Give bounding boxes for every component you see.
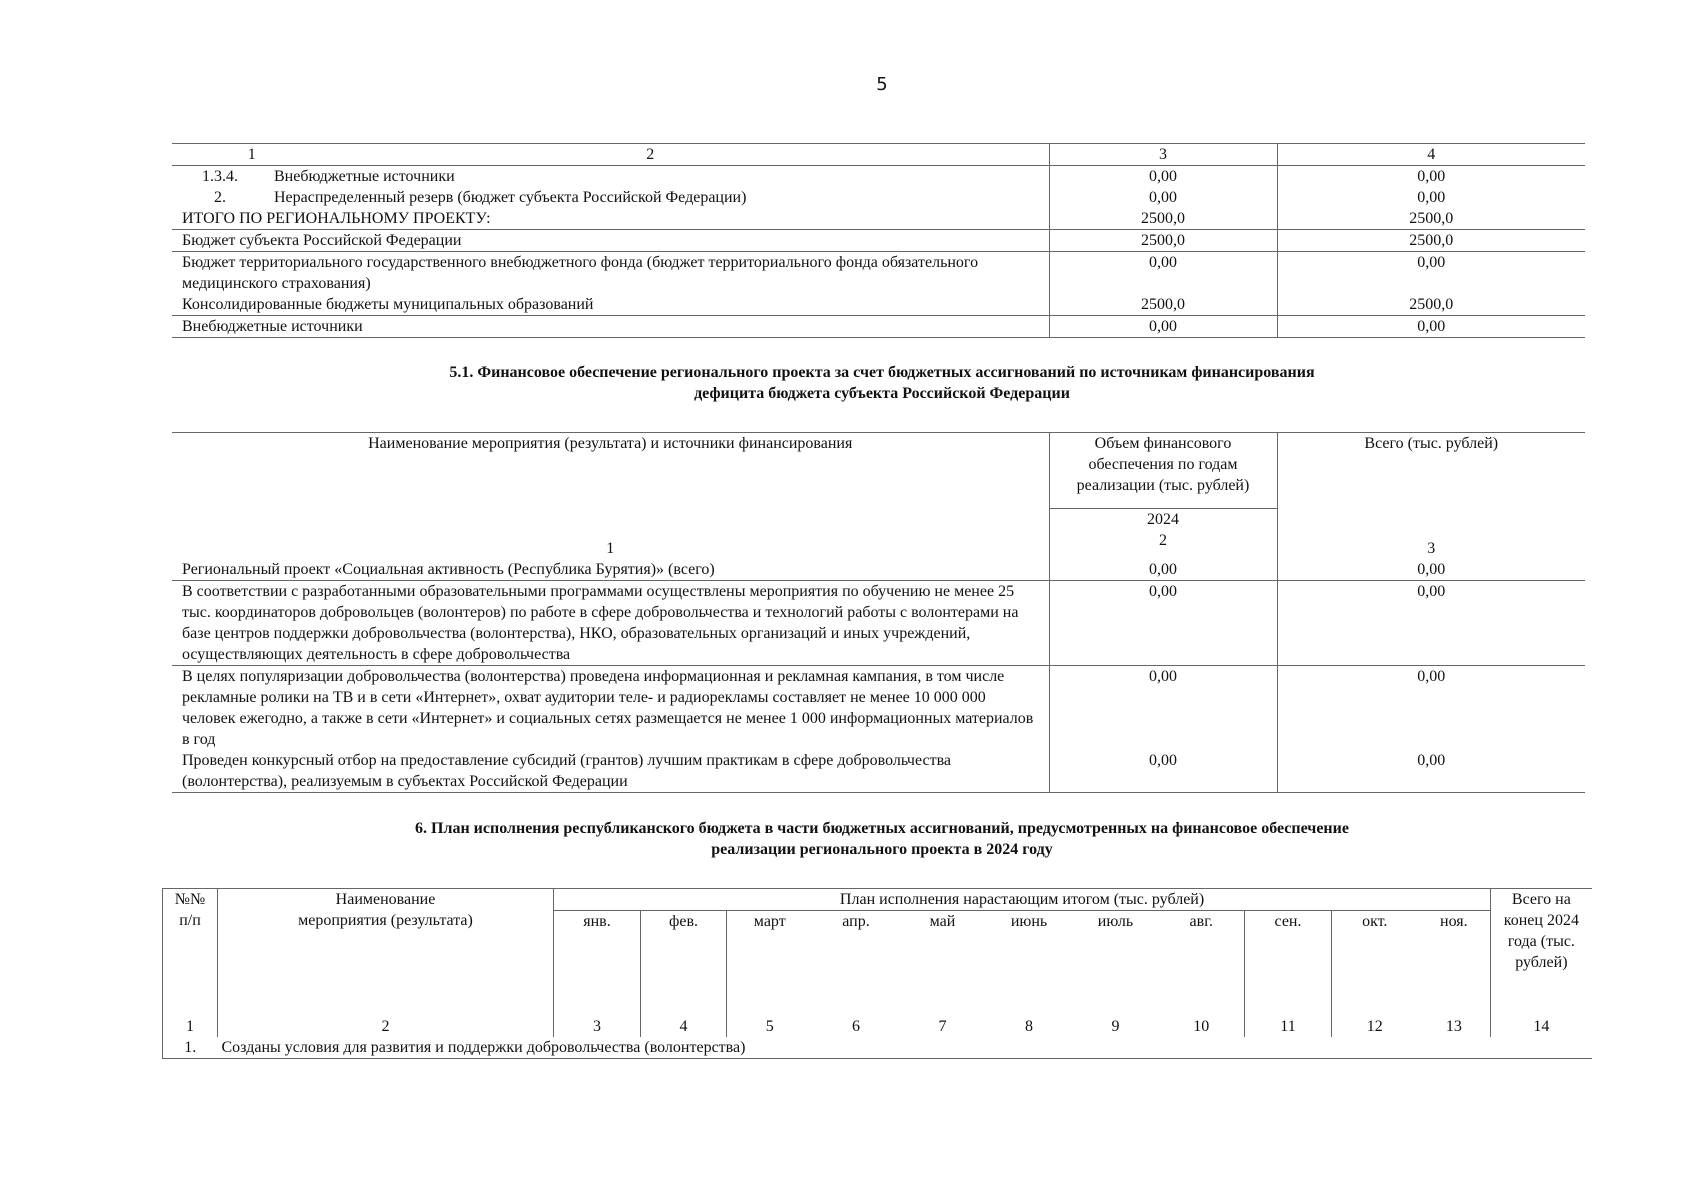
table-row — [172, 294, 1585, 316]
page-number: 5 — [876, 74, 888, 95]
column-number: 3 — [1427, 540, 1436, 557]
cell-value: 0,00 — [1049, 750, 1277, 793]
cell-value: 0,00 — [1049, 252, 1277, 295]
month-header: июль — [1097, 913, 1134, 930]
column-number: 1 — [606, 540, 615, 557]
cell-value: 0,00 — [1049, 666, 1277, 751]
row-label: В соответствии с разработанными образовательными программами осуществлены мероприятия по обучению не менее 25 тыс. координаторов добровольцев (волонтеров) по работе в сфере добровольчества и технологий работы с волонтерами на базе центров поддержки добровольчества (волонтерства), НКО, образовательных организаций и иных учреждений, осуществляющих деятельность в сфере добровольчества — [172, 581, 1049, 666]
row-code: 1.3.4. — [202, 168, 238, 185]
column-number: 13 — [1418, 1016, 1491, 1037]
cell-value: 0,00 — [1049, 316, 1277, 338]
cell-value: 0,00 — [1277, 187, 1585, 208]
column-number: 14 — [1491, 1016, 1592, 1037]
cell-value: 2500,0 — [1049, 294, 1277, 316]
column-number: 10 — [1159, 1016, 1245, 1037]
month-header: ноя. — [1418, 911, 1491, 1017]
name-column-header — [218, 889, 554, 1017]
plan-header: План исполнения нарастающим итогом (тыс. рублей) — [554, 889, 1491, 911]
column-numbers-row — [163, 1016, 1592, 1037]
section-title-line: реализации регионального проекта в 2024 году — [711, 841, 1053, 858]
column-number: 3 — [554, 1016, 641, 1037]
column-number: 2 — [218, 1016, 554, 1037]
row-code: 2. — [214, 189, 226, 206]
header-text: Всего (тыс. рублей) — [1364, 435, 1499, 452]
table-row — [172, 666, 1585, 751]
column-number: 9 — [1111, 1018, 1120, 1035]
row-number: 1. — [163, 1037, 218, 1059]
header-text: №№ п/п — [174, 891, 206, 929]
cell-value: 2500,0 — [1277, 230, 1585, 252]
cell-value: 2500,0 — [1049, 230, 1277, 252]
table-header-row — [163, 889, 1592, 911]
table-row — [163, 1037, 1592, 1059]
section-5-1-title — [0, 362, 1698, 404]
row-label: Бюджет территориального государственного внебюджетного фонда (бюджет территориального фонда обязательного медицинского страхования) — [172, 252, 1049, 295]
month-header: март — [753, 913, 786, 930]
table-row — [172, 252, 1585, 295]
month-header: апр. — [842, 913, 870, 930]
month-header: янв. — [554, 911, 641, 1017]
cell-value: 0,00 — [1277, 252, 1585, 295]
cell-value: 2500,0 — [1277, 294, 1585, 316]
table-row — [172, 166, 1585, 188]
section-title-line: дефицита бюджета субъекта Российской Федерации — [694, 385, 1070, 402]
total-column-header — [1277, 433, 1585, 560]
table-row — [172, 230, 1585, 252]
col-4-number: 4 — [1277, 144, 1585, 166]
table-row — [172, 581, 1585, 666]
row-label: Нераспределенный резерв (бюджет субъекта Российской Федерации) — [274, 189, 747, 206]
column-number: 7 — [938, 1018, 947, 1035]
month-header: авг. — [1159, 911, 1245, 1017]
year-header — [1049, 509, 1277, 559]
column-number: 2 — [1159, 532, 1167, 550]
cell-value: 0,00 — [1049, 187, 1277, 208]
row-label: Консолидированные бюджеты муниципальных образований — [172, 294, 1049, 316]
header-text: Всего на конец 2024 года (тыс. рублей) — [1503, 891, 1579, 971]
row-label: Внебюджетные источники — [172, 316, 1049, 338]
budget-summary-table — [172, 143, 1585, 338]
table-header-row — [172, 433, 1585, 509]
financing-sources-table — [172, 432, 1585, 793]
column-number: 8 — [1025, 1018, 1033, 1035]
column-number: 6 — [852, 1018, 860, 1035]
header-text: Наименование мероприятия (результата) и источники финансирования — [368, 435, 853, 452]
row-label: Внебюджетные источники — [274, 168, 455, 185]
row-label: Проведен конкурсный отбор на предоставление субсидий (грантов) лучшим практикам в сфере добровольчества (волонтерства), реализуемым в субъектах Российской Федерации — [172, 750, 1049, 793]
column-number: 4 — [641, 1016, 727, 1037]
col-1-number: 1 — [247, 146, 256, 163]
year-label: 2024 — [1147, 511, 1179, 529]
month-header: окт. — [1332, 911, 1418, 1017]
month-header: май — [929, 913, 956, 930]
header-text: Наименование мероприятия (результата) — [298, 891, 473, 929]
row-label: ИТОГО ПО РЕГИОНАЛЬНОМУ ПРОЕКТУ: — [172, 208, 1049, 230]
cell-value: 2500,0 — [1277, 208, 1585, 230]
total-column-header — [1491, 889, 1592, 1017]
column-number: 1 — [163, 1016, 218, 1037]
section-6-title — [0, 818, 1698, 860]
table-row — [172, 750, 1585, 793]
month-header: сен. — [1245, 911, 1332, 1017]
column-number: 5 — [765, 1018, 774, 1035]
month-header: июнь — [1010, 913, 1048, 930]
column-number: 12 — [1332, 1016, 1418, 1037]
table-row — [172, 187, 1585, 208]
cell-value: 0,00 — [1049, 581, 1277, 666]
table-row — [172, 208, 1585, 230]
row-label: Региональный проект «Социальная активность (Республика Бурятия)» (всего) — [172, 559, 1049, 581]
cell-value: 2500,0 — [1049, 208, 1277, 230]
table-row — [172, 559, 1585, 581]
row-label: В целях популяризации добровольчества (волонтерства) проведена информационная и рекламная кампания, в том числе рекламные ролики на ТВ и в сети «Интернет», охват аудитории теле- и радиорекламы составляет не менее 10 000 000 человек ежегодно, а также в сети «Интернет» и социальных сетях размещается не менее 1 000 информационных материалов в год — [172, 666, 1049, 751]
cell-value: 0,00 — [1277, 581, 1585, 666]
name-column-header — [172, 433, 1049, 560]
cell-value: 0,00 — [1277, 750, 1585, 793]
table-row — [172, 316, 1585, 338]
table-header-row — [172, 144, 1585, 166]
cell-value: 0,00 — [1049, 559, 1277, 581]
execution-plan-table — [162, 888, 1592, 1059]
num-column-header — [163, 889, 218, 1017]
cell-value: 0,00 — [1277, 316, 1585, 338]
col-3-number: 3 — [1049, 144, 1277, 166]
cell-value: 0,00 — [1277, 166, 1585, 188]
row-label: Бюджет субъекта Российской Федерации — [172, 230, 1049, 252]
section-title-line: 5.1. Финансовое обеспечение регионального проекта за счет бюджетных ассигнований по источникам финансирования — [449, 364, 1315, 381]
volume-column-header: Объем финансового обеспечения по годам реализации (тыс. рублей) — [1049, 433, 1277, 509]
section-title-line: 6. План исполнения республиканского бюджета в части бюджетных ассигнований, предусмотренных на финансовое обеспечение — [415, 820, 1349, 837]
row-label: Созданы условия для развития и поддержки добровольчества (волонтерства) — [218, 1037, 1592, 1059]
month-header: фев. — [641, 911, 727, 1017]
col-2-number: 2 — [646, 146, 655, 163]
cell-value: 0,00 — [1049, 166, 1277, 188]
cell-value: 0,00 — [1277, 666, 1585, 751]
cell-value: 0,00 — [1277, 559, 1585, 581]
column-number: 11 — [1245, 1016, 1332, 1037]
